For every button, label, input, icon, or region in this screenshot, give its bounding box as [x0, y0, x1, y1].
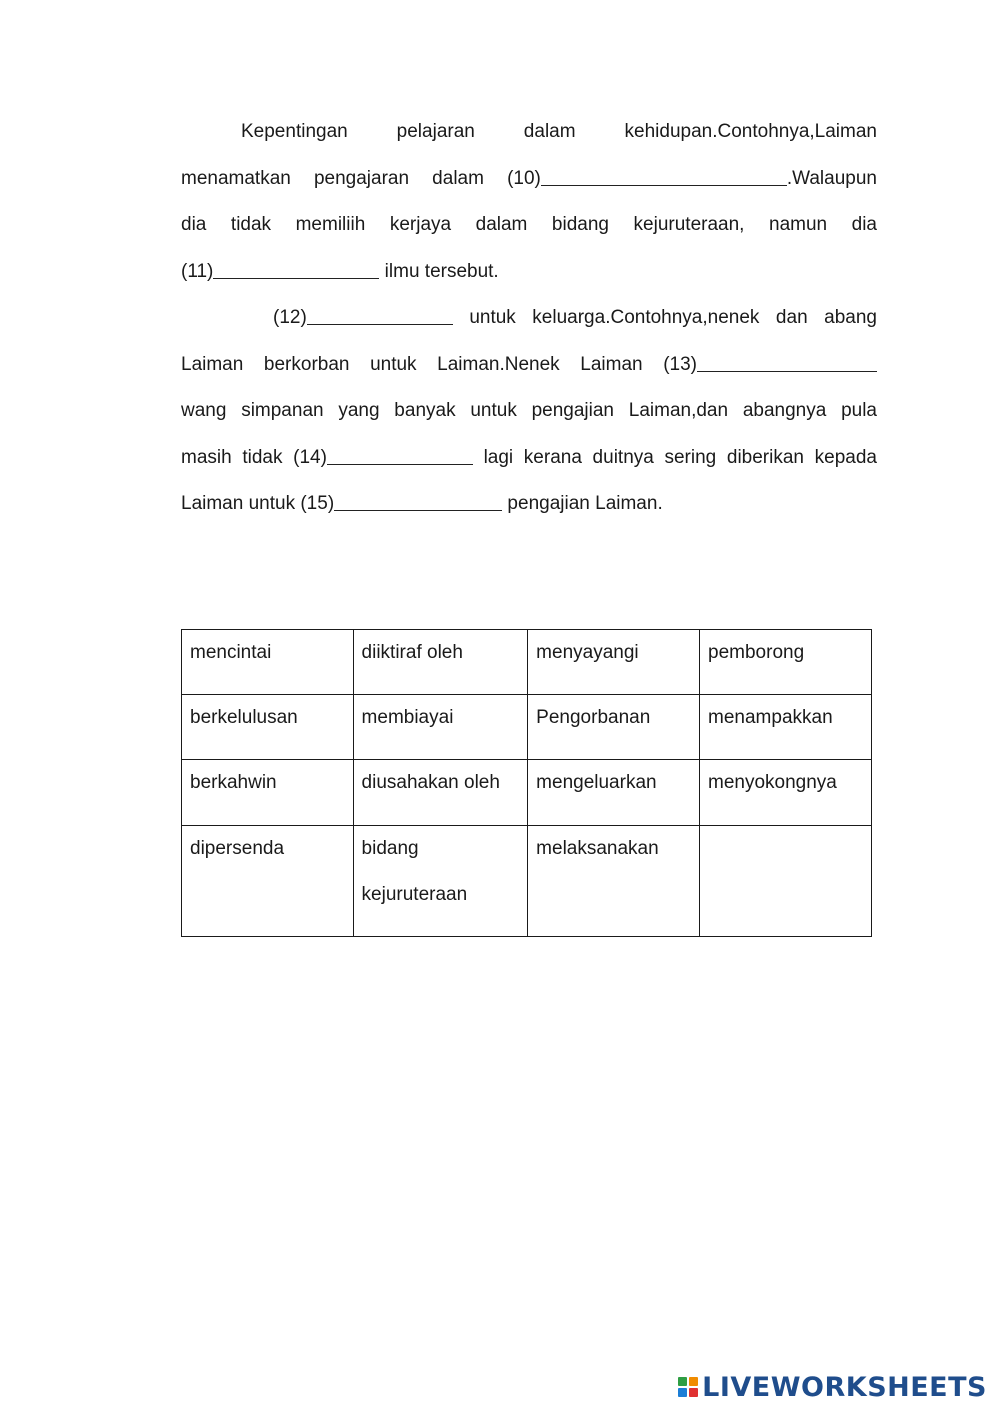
word-cell[interactable]: menampakkan — [700, 695, 872, 760]
word-cell[interactable] — [353, 826, 528, 937]
table-row — [182, 695, 872, 760]
word-cell[interactable]: Pengorbanan — [528, 695, 700, 760]
passage-line-9 — [181, 481, 877, 528]
liveworksheets-logo — [678, 1368, 987, 1406]
passage-line-5 — [181, 295, 877, 342]
word-cell[interactable]: pemborong — [700, 630, 872, 695]
passage — [181, 109, 877, 528]
word-cell[interactable]: diiktiraf oleh — [353, 630, 528, 695]
passage-text: wang simpanan yang banyak untuk pengajian Laiman,dan abangnya pula — [181, 400, 877, 421]
word-cell[interactable]: berkelulusan — [182, 695, 354, 760]
passage-line-1 — [181, 109, 877, 156]
logo-text: LIVEWORKSHEETS — [702, 1371, 987, 1403]
word-cell[interactable]: dipersenda — [182, 826, 354, 937]
passage-text: lagi kerana duitnya sering diberikan kepada — [472, 446, 877, 468]
passage-line-3 — [181, 202, 877, 249]
logo-icon — [678, 1377, 698, 1397]
word-cell[interactable]: mencintai — [182, 630, 354, 695]
passage-text: masih tidak (14) — [181, 446, 327, 468]
table-row — [182, 630, 872, 695]
passage-text: .Walaupun — [786, 167, 877, 189]
passage-text: dia tidak memiliih kerjaya dalam bidang kejuruteraan, namun dia — [181, 214, 877, 235]
blank-15-input[interactable] — [334, 491, 502, 511]
word-cell[interactable]: menyokongnya — [700, 760, 872, 826]
passage-text: (12) — [273, 307, 307, 328]
blank-12-input[interactable] — [307, 305, 453, 325]
table-row — [182, 760, 872, 826]
passage-text: untuk keluarga.Contohnya,nenek dan abang — [452, 307, 877, 328]
blank-14-input[interactable] — [327, 445, 473, 465]
word-cell[interactable]: membiayai — [353, 695, 528, 760]
passage-text: Kepentingan pelajaran dalam kehidupan.Contohnya,Laiman — [241, 121, 877, 142]
passage-line-6 — [181, 342, 877, 389]
passage-text: ilmu tersebut. — [379, 260, 499, 282]
passage-line-4 — [181, 249, 877, 296]
passage-text: (11) — [181, 260, 214, 282]
word-bank-table — [181, 629, 872, 937]
word-cell[interactable]: berkahwin — [182, 760, 354, 826]
passage-text: Laiman untuk (15) — [181, 493, 335, 514]
passage-text: pengajian Laiman. — [502, 493, 663, 514]
blank-11-input[interactable] — [213, 259, 379, 279]
word-cell[interactable]: mengeluarkan — [528, 760, 700, 826]
word-cell-empty — [700, 826, 872, 937]
passage-line-7 — [181, 388, 877, 435]
passage-line-8 — [181, 435, 877, 482]
blank-13-input[interactable] — [697, 352, 877, 372]
passage-text: menamatkan pengajaran dalam (10) — [181, 167, 541, 189]
word-cell[interactable]: menyayangi — [528, 630, 700, 695]
blank-10-input[interactable] — [541, 166, 787, 186]
word-cell[interactable]: melaksanakan — [528, 826, 700, 937]
table-row — [182, 826, 872, 937]
word-cell[interactable]: diusahakan oleh — [353, 760, 528, 826]
passage-line-2 — [181, 156, 877, 203]
passage-text: Laiman berkorban untuk Laiman.Nenek Laiman (13) — [181, 353, 697, 375]
word-cell-text: bidang kejuruteraan — [361, 838, 468, 905]
